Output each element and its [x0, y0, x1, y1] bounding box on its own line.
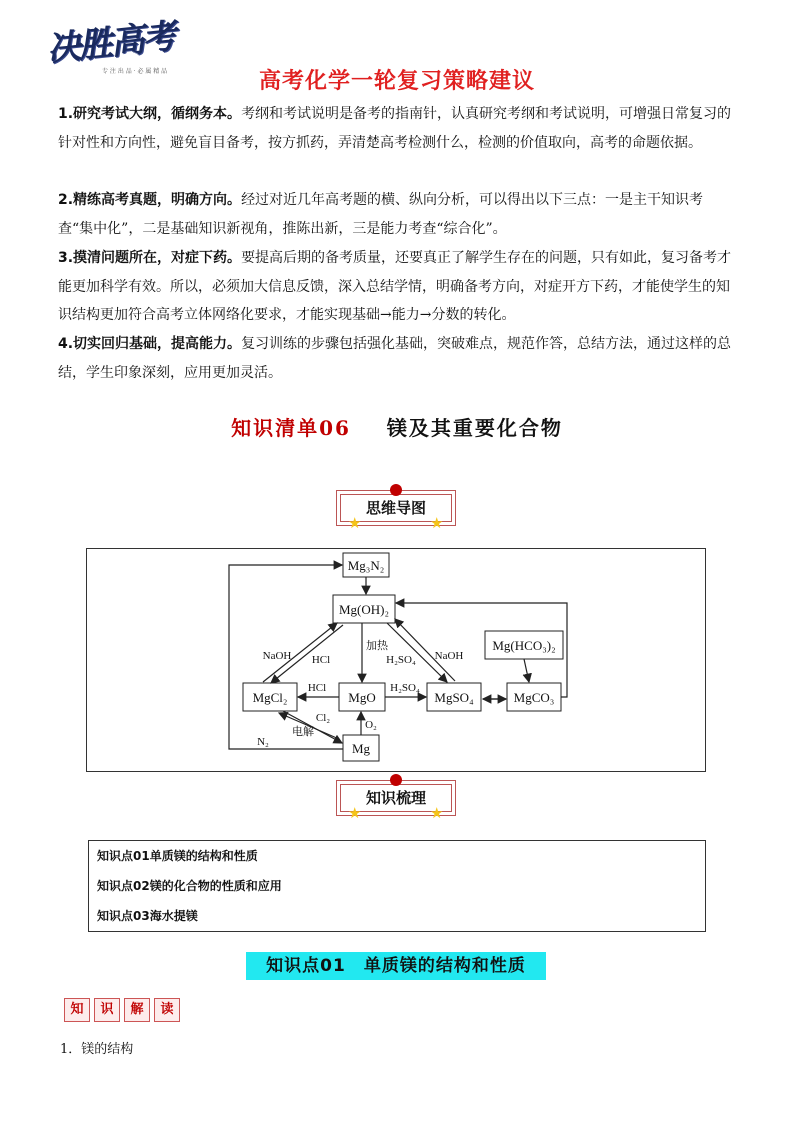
paragraph-body: 要提高后期的备考质量，还要真正了解学生存在的问题，只有如此，复习备考才能更加科学有效。所以，必须加大信息反馈，深入总结学情，明确备考方向，对症开方下药，才能使学生的知识结构更加符合高考立体网络化要求，才能实现基础→能力→分数的转化。 — [58, 250, 732, 324]
knowledge-toc — [88, 840, 706, 932]
paragraph-body: 复习训练的步骤包括强化基础，突破难点，规范作答，总结方法，通过这样的总结，学生印象深刻，应用更加灵活。 — [58, 336, 732, 381]
label-hcl-mid: HCl — [307, 682, 327, 694]
paragraph-lead: 2.精练高考真题，明确方向。 — [58, 192, 242, 208]
paragraph-2 — [58, 186, 738, 243]
document-title: 高考化学一轮复习策略建议 — [258, 69, 535, 94]
mindmap-diagram — [86, 548, 706, 772]
knowledge-point-title: 知识点01 单质镁的结构和性质 — [246, 952, 546, 980]
node-mghco3-label: Mg(HCO₃)₂ — [492, 638, 556, 653]
sub-heading: 1．镁的结构 — [60, 1042, 134, 1057]
node-mgcl2-label: MgCl₂ — [252, 690, 288, 705]
knowledge-badge — [336, 776, 458, 822]
tag-char: 解 — [124, 998, 150, 1022]
section-title — [0, 412, 794, 441]
node-mg3n2-label: Mg₃N₂ — [347, 558, 385, 573]
star-icon: ★ — [348, 514, 362, 532]
paragraph-lead: 4.切实回归基础，提高能力。 — [58, 336, 242, 352]
label-naoh-left: NaOH — [262, 650, 292, 662]
paragraph-lead: 1.研究考试大纲，循纲务本。 — [58, 106, 242, 122]
label-h2so4-right: H₂SO₄ — [390, 682, 420, 694]
label-cl2: Cl₂ — [315, 712, 331, 724]
section-title-number: 知识清单06 — [231, 416, 351, 440]
node-mgco3-label: MgCO₃ — [513, 690, 555, 705]
label-electrolysis: 电解 — [292, 726, 314, 738]
star-icon: ★ — [430, 804, 444, 822]
node-mgo-label: MgO — [348, 690, 376, 705]
toc-item[interactable]: 知识点02镁的化合物的性质和应用 — [97, 879, 282, 893]
paragraph-3 — [58, 244, 738, 330]
label-h2so4-mid: H₂SO₄ — [386, 654, 416, 666]
tag-char: 识 — [94, 998, 120, 1022]
paragraph-body: 经过对近几年高考题的横、纵向分析，可以得出以下三点：一是主干知识考查“集中化”，二是基础知识新视角，推陈出新，三是能力考查“综合化”。 — [58, 192, 704, 237]
star-icon: ★ — [430, 514, 444, 532]
section-title-topic: 镁及其重要化合物 — [386, 416, 563, 440]
reaction-network — [87, 549, 707, 773]
label-hcl-left: HCl — [311, 654, 331, 666]
knowledge-badge-label: 知识梳理 — [340, 784, 452, 812]
node-mg-label: Mg — [351, 741, 371, 756]
label-o2: O₂ — [365, 719, 377, 731]
logo-text: 决胜高考 — [44, 16, 177, 70]
label-heat: 加热 — [366, 640, 388, 652]
paragraph-body: 考纲和考试说明是备考的指南针，认真研究考纲和考试说明，可增强日常复习的针对性和方向性，避免盲目备考，按方抓药，弄清楚高考检测什么，检测的价值取向，高考的命题依据。 — [58, 106, 732, 151]
node-mgso4-label: MgSO₄ — [434, 690, 474, 705]
toc-item[interactable]: 知识点01单质镁的结构和性质 — [97, 849, 258, 863]
toc-item[interactable]: 知识点03海水提镁 — [97, 909, 198, 923]
pin-icon — [390, 774, 402, 786]
mindmap-badge-label: 思维导图 — [340, 494, 452, 522]
logo-subtext: 专 注 出 品 · 必 属 精 品 — [102, 68, 168, 75]
tag-char: 知 — [64, 998, 90, 1022]
tag-char: 读 — [154, 998, 180, 1022]
paragraph-4 — [58, 330, 738, 387]
pin-icon — [390, 484, 402, 496]
mindmap-badge — [336, 486, 458, 532]
label-naoh-right: NaOH — [434, 650, 464, 662]
interpretation-tags — [64, 998, 184, 1024]
paragraph-1 — [58, 100, 738, 157]
star-icon: ★ — [348, 804, 362, 822]
paragraph-lead: 3.摸清问题所在，对症下药。 — [58, 250, 242, 266]
node-mgoh2-label: Mg(OH)₂ — [338, 602, 390, 617]
label-n2: N₂ — [257, 736, 269, 748]
